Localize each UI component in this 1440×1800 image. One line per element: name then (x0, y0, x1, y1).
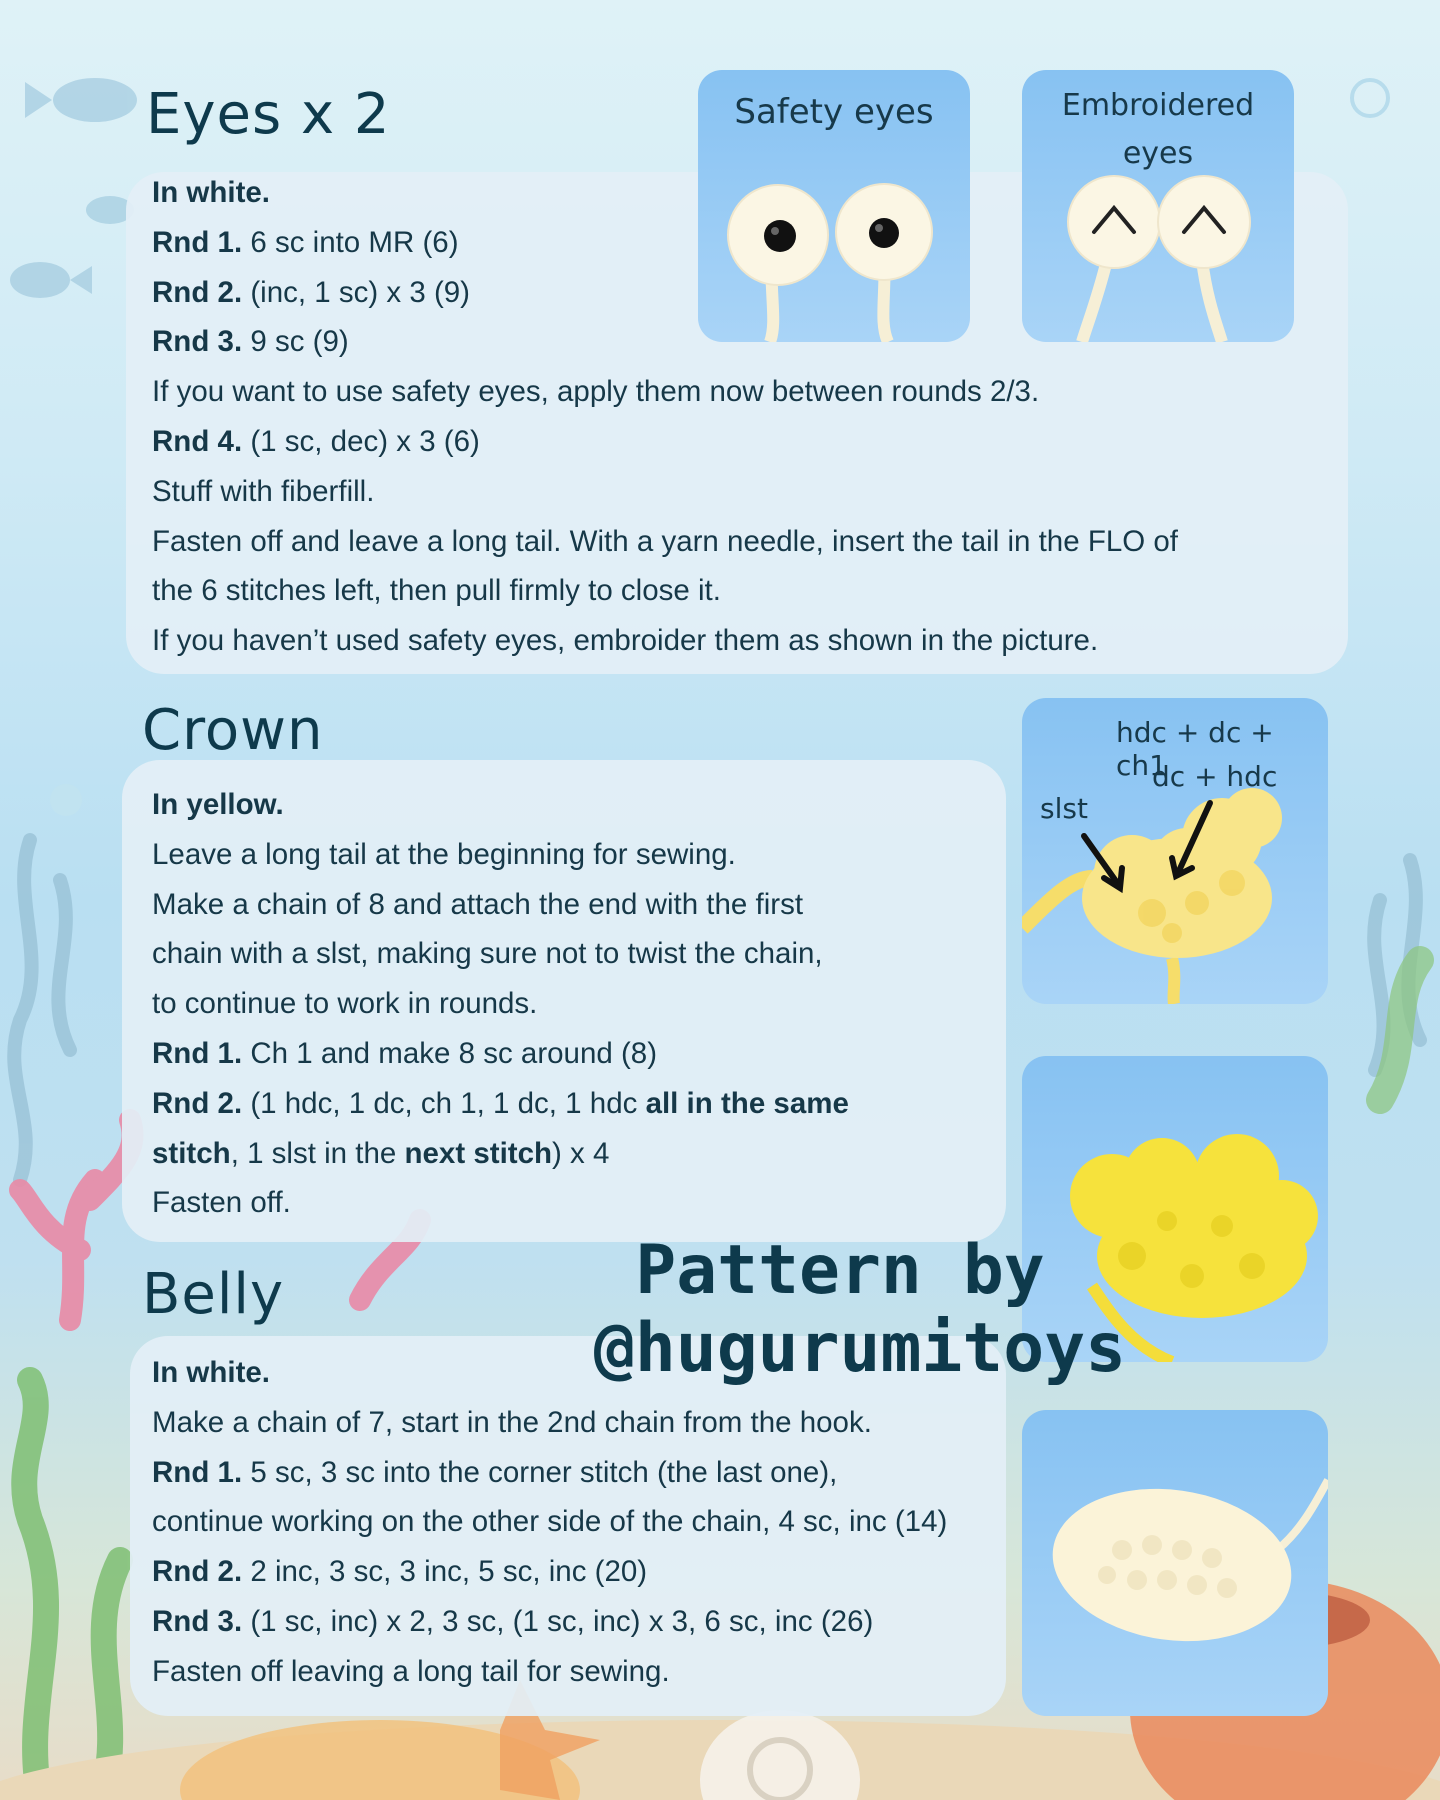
belly-photo (1022, 1410, 1328, 1716)
crown-annotation-dc-hdc: dc + hdc (1152, 760, 1278, 793)
eyes-round-3: Rnd 3. 9 sc (9) (152, 325, 349, 359)
eyes-fasten-2: the 6 stitches left, then pull firmly to close it. (152, 574, 721, 608)
safety-eyes-label: Safety eyes (734, 92, 934, 132)
eyes-heading: Eyes x 2 (146, 82, 391, 147)
crown-round-1: Rnd 1. Ch 1 and make 8 sc around (8) (152, 1036, 658, 1070)
belly-heading: Belly (142, 1262, 285, 1327)
belly-round-3: Rnd 3. (1 sc, inc) x 2, 3 sc, (1 sc, inc) x 3, 6 sc, inc (26) (152, 1604, 874, 1638)
eyes-stuff: Stuff with fiberfill. (152, 474, 375, 508)
crown-round-2-cont: stitch, 1 slst in the next stitch) x 4 (152, 1136, 610, 1170)
crown-line-2: Make a chain of 8 and attach the end with the first (152, 887, 804, 921)
belly-round-2: Rnd 2. 2 inc, 3 sc, 3 inc, 5 sc, inc (20) (152, 1555, 648, 1589)
embroidered-eyes-label-1: Embroidered (1061, 88, 1255, 123)
eyes-round-1: Rnd 1. 6 sc into MR (6) (152, 225, 459, 259)
crown-line-3: chain with a slst, making sure not to twist the chain, (152, 937, 823, 971)
crown-color-line: In yellow. (152, 788, 284, 821)
eyes-fasten-1: Fasten off and leave a long tail. With a yarn needle, insert the tail in the FLO of (152, 524, 1178, 558)
embroidered-eyes-label-2: eyes (1122, 136, 1194, 171)
crown-line-4: to continue to work in rounds. (152, 987, 538, 1021)
eyes-round-4: Rnd 4. (1 sc, dec) x 3 (6) (152, 424, 480, 458)
belly-round-1: Rnd 1. 5 sc, 3 sc into the corner stitch (the last one), (152, 1455, 838, 1489)
watermark-line-1: Pattern by (635, 1231, 1045, 1310)
eyes-safety-note: If you want to use safety eyes, apply them now between rounds 2/3. (152, 375, 1040, 409)
eyes-color-line: In white. (152, 176, 270, 209)
eyes-round-2: Rnd 2. (inc, 1 sc) x 3 (9) (152, 275, 471, 309)
belly-line-1: Make a chain of 7, start in the 2nd chain from the hook. (152, 1405, 872, 1439)
belly-round-1-cont: continue working on the other side of the chain, 4 sc, inc (14) (152, 1505, 948, 1539)
crown-annotated-photo (1022, 698, 1328, 1004)
crown-round-2: Rnd 2. (1 hdc, 1 dc, ch 1, 1 dc, 1 hdc all in the same (152, 1086, 849, 1120)
crown-annotation-hdc-dc-ch1: hdc + dc + ch1 (1116, 716, 1274, 782)
eyes-instructions (152, 168, 1178, 666)
belly-instructions (152, 1348, 947, 1697)
belly-color-line: In white. (152, 1356, 270, 1389)
crown-heading: Crown (142, 698, 324, 763)
watermark-line-2: @hugurumitoys (593, 1309, 1127, 1388)
eyes-embroider-note: If you haven’t used safety eyes, embroider them as shown in the picture. (152, 624, 1099, 658)
belly-fasten: Fasten off leaving a long tail for sewing. (152, 1654, 670, 1688)
pattern-watermark (560, 1232, 1160, 1388)
crown-instructions (152, 780, 849, 1228)
crown-line-1: Leave a long tail at the beginning for sewing. (152, 837, 736, 871)
crown-fasten: Fasten off. (152, 1186, 291, 1220)
crown-annotation-slst: slst (1040, 792, 1088, 825)
